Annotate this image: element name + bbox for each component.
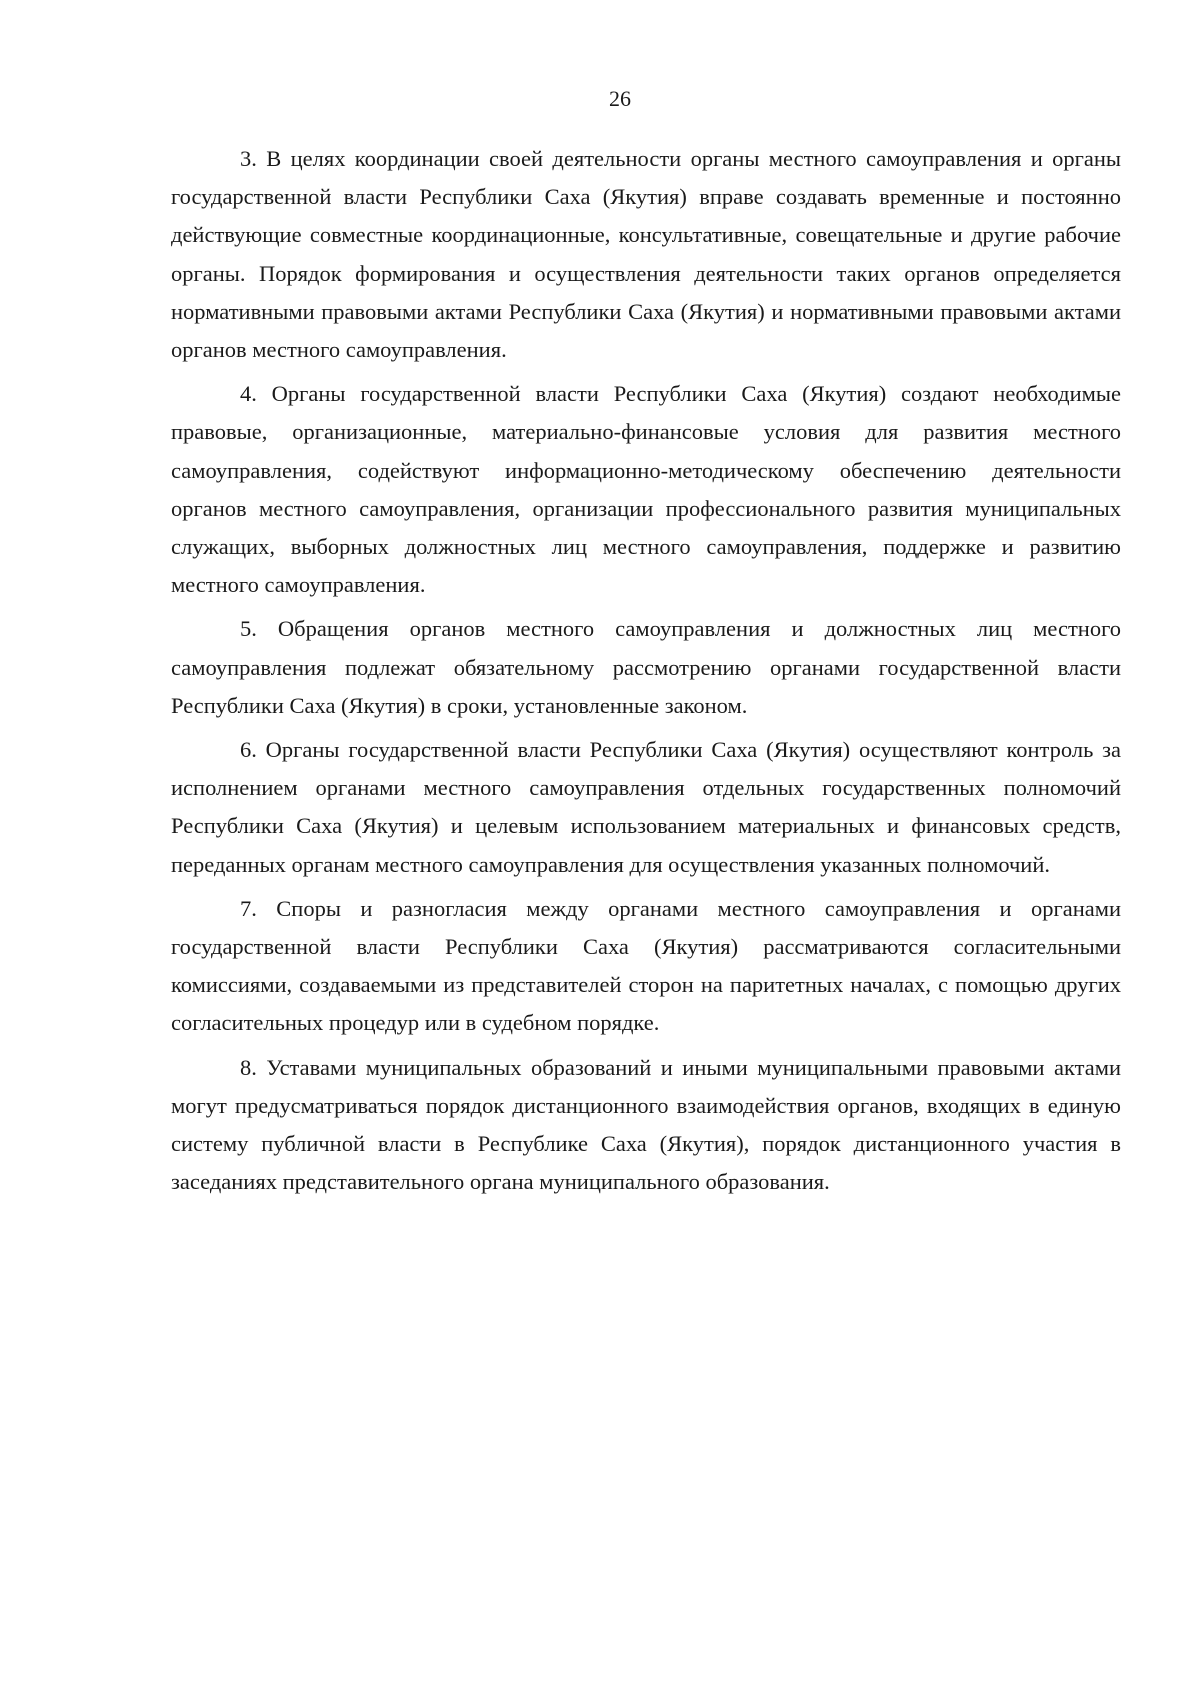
paragraph-8: 8. Уставами муниципальных образований и иными муниципальными правовыми актами могут предусматриваться порядок дистанционного взаимодействия органов, входящих в единую систему публичной власти в Республике Саха (Якутия), порядок дистанционного участия в заседаниях представительного органа муниципального образования.	[171, 1054, 1121, 1195]
paragraph-5: 5. Обращения органов местного самоуправления и должностных лиц местного самоуправления подлежат обязательному рассмотрению органами государственной власти Республики Саха (Якутия) в сроки, установленные законом.	[171, 616, 1121, 718]
document-body	[171, 140, 1121, 1207]
page-number: 26	[609, 86, 631, 111]
paragraph-6: 6. Органы государственной власти Республики Саха (Якутия) осуществляют контроль за исполнением органами местного самоуправления отдельных государственных полномочий Республики Саха (Якутия) и целевым использованием материальных и финансовых средств, переданных органам местного самоуправления для осуществления указанных полномочий.	[171, 737, 1121, 877]
paragraph-3: 3. В целях координации своей деятельности органы местного самоуправления и органы государственной власти Республики Саха (Якутия) вправе создавать временные и постоянно действующие совместные координационные, консультативные, совещательные и другие рабочие органы. Порядок формирования и осуществления деятельности таких органов определяется нормативными правовыми актами Республики Саха (Якутия) и нормативными правовыми актами органов местного самоуправления.	[171, 146, 1121, 363]
paragraph-7: 7. Споры и разногласия между органами местного самоуправления и органами государственной власти Республики Саха (Якутия) рассматриваются согласительными комиссиями, создаваемыми из представителей сторон на паритетных началах, с помощью других согласительных процедур или в судебном порядке.	[171, 895, 1121, 1036]
paragraph-4: 4. Органы государственной власти Республики Саха (Якутия) создают необходимые правовые, организационные, материально-финансовые условия для развития местного самоуправления, содействуют информационно-методическому обеспечению деятельности органов местного самоуправления, организации профессионального развития муниципальных служащих, выборных должностных лиц местного самоуправления, поддержке и развитию местного самоуправления.	[171, 381, 1121, 598]
